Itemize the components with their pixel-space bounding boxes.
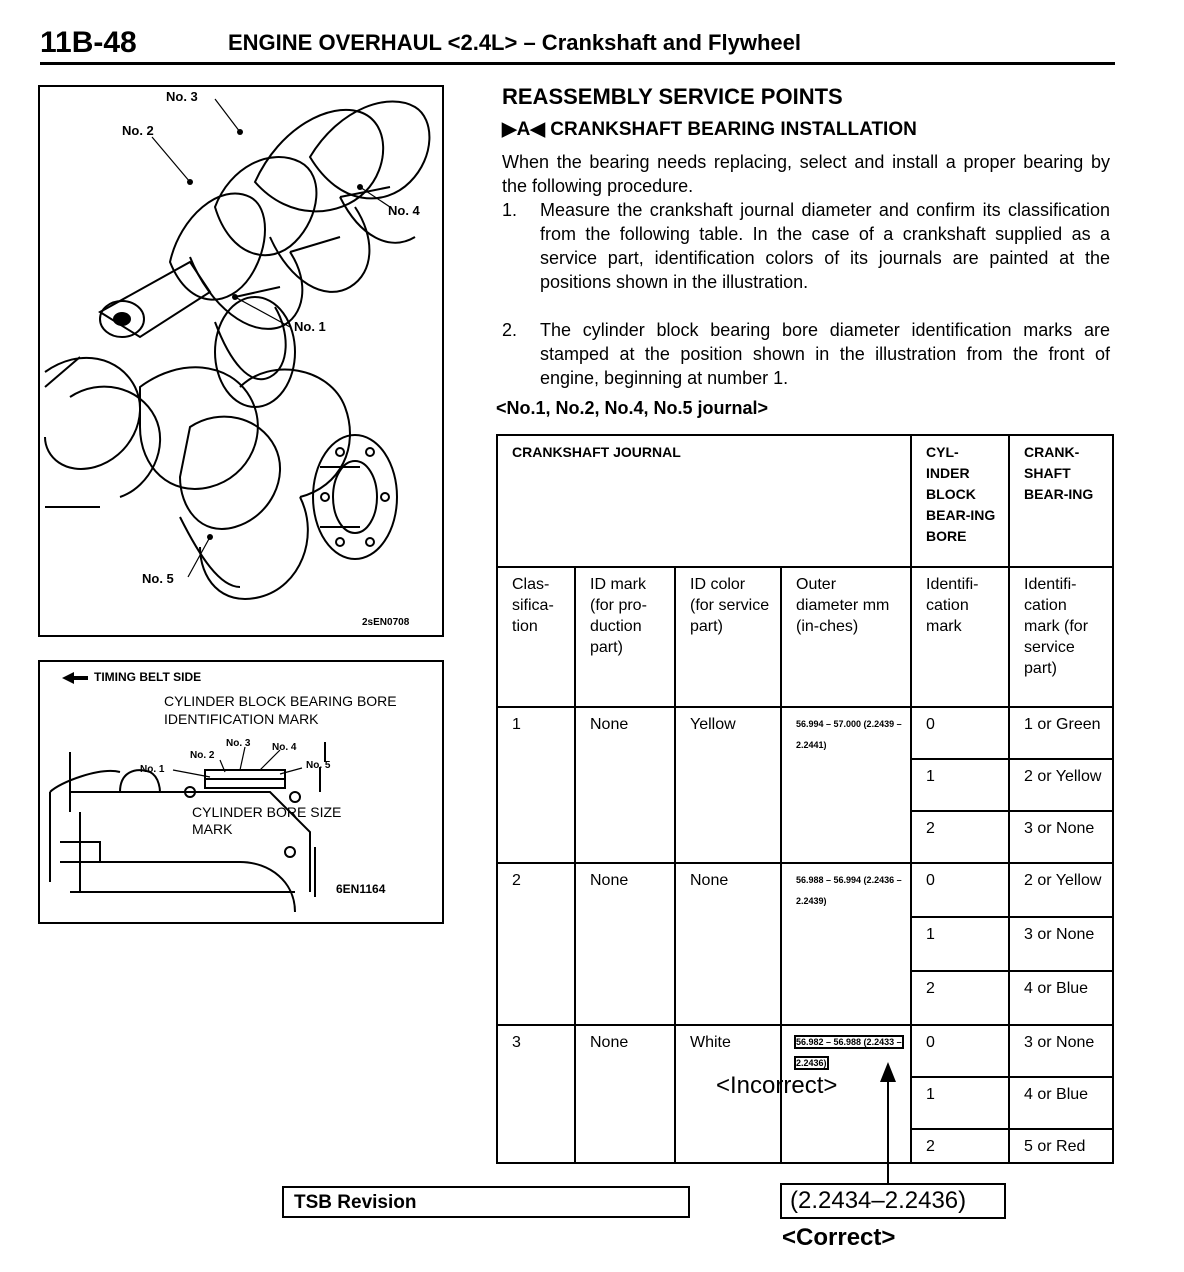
page-title: ENGINE OVERHAUL <2.4L> – Crankshaft and Flywheel xyxy=(228,30,801,55)
col-outer-diameter: Outer diameter mm (in-ches) xyxy=(781,567,911,707)
section-subtitle: ▶A◀ CRANKSHAFT BEARING INSTALLATION xyxy=(502,119,917,140)
cell-id-mark: None xyxy=(575,1025,675,1163)
cell-bore: 2 xyxy=(911,971,1009,1025)
col-bearing-identification: Identifi-cation mark (for service part) xyxy=(1009,567,1113,707)
fig2-label-no4: No. 4 xyxy=(272,742,297,753)
cell-bore: 0 xyxy=(911,707,1009,759)
col-bore-identification: Identifi-cation mark xyxy=(911,567,1009,707)
cell-id-color: None xyxy=(675,863,781,1025)
table-row xyxy=(497,1025,1113,1077)
incorrect-label: <Incorrect> xyxy=(716,1072,838,1099)
col-id-color: ID color (for service part) xyxy=(675,567,781,707)
bore-mark-illustration xyxy=(38,660,444,924)
fig2-label-no2: No. 2 xyxy=(190,750,215,761)
cell-bore: 0 xyxy=(911,1025,1009,1077)
cell-class: 3 xyxy=(497,1025,575,1163)
correction-arrow xyxy=(870,1060,910,1190)
cell-bearing: 5 or Red xyxy=(1009,1129,1113,1163)
correct-label: <Correct> xyxy=(782,1224,896,1251)
cell-bearing: 1 or Green xyxy=(1009,707,1113,759)
cell-class: 2 xyxy=(497,863,575,1025)
cell-bearing: 4 or Blue xyxy=(1009,971,1113,1025)
step-2-text: The cylinder block bearing bore diameter identification marks are stamped at the position shown in the illustration from the front of engine, beginning at number 1. xyxy=(540,320,1110,388)
col-classification: Clas-sifica-tion xyxy=(497,567,575,707)
bearing-selection-table xyxy=(496,434,1114,1164)
header-crankshaft-journal: CRANKSHAFT JOURNAL xyxy=(497,435,911,567)
header-rule xyxy=(40,62,1115,65)
crankshaft-illustration xyxy=(38,85,444,637)
page-number: 11B-48 xyxy=(40,26,137,59)
cell-id-mark: None xyxy=(575,863,675,1025)
label-no2: No. 2 xyxy=(122,123,154,138)
cell-bore: 1 xyxy=(911,759,1009,811)
table-row xyxy=(497,863,1113,917)
cell-bearing: 4 or Blue xyxy=(1009,1077,1113,1129)
cylinder-bore-size-label: CYLINDER BORE SIZE MARK xyxy=(192,804,342,837)
col-id-mark: ID mark (for pro-duction part) xyxy=(575,567,675,707)
label-no3: No. 3 xyxy=(166,89,198,104)
journal-heading: <No.1, No.2, No.4, No.5 journal> xyxy=(496,398,769,418)
cell-bearing: 3 or None xyxy=(1009,917,1113,971)
step-1-text: Measure the crankshaft journal diameter and confirm its classification from the following table. In the case of a crankshaft supplied as a service part, identification colors of its journals are painted at the positions shown in the illustration. xyxy=(540,200,1110,292)
label-no4: No. 4 xyxy=(388,203,420,218)
correct-value-box: (2.2434–2.2436) xyxy=(780,1183,1006,1219)
cell-diameter: 56.988 – 56.994 (2.2436 – 2.2439) xyxy=(781,863,911,1025)
cell-bore: 1 xyxy=(911,1077,1009,1129)
cell-class: 1 xyxy=(497,707,575,863)
cell-id-color: White xyxy=(675,1025,781,1163)
cell-id-color: Yellow xyxy=(675,707,781,863)
figure1-code: 2sEN0708 xyxy=(362,617,410,628)
step-2 xyxy=(502,318,1110,390)
fig2-label-no1: No. 1 xyxy=(140,764,165,775)
cell-bearing: 2 or Yellow xyxy=(1009,863,1113,917)
cell-bore: 1 xyxy=(911,917,1009,971)
cell-bearing: 2 or Yellow xyxy=(1009,759,1113,811)
label-no1: No. 1 xyxy=(294,319,326,334)
cell-bearing: 3 or None xyxy=(1009,811,1113,863)
step-1-number: 1. xyxy=(502,200,518,220)
bore-identification-callout: CYLINDER BLOCK BEARING BORE IDENTIFICATION MARK xyxy=(164,693,397,727)
header-crankshaft-bearing: CRANK-SHAFT BEAR-ING xyxy=(1009,435,1113,567)
fig2-label-no5: No. 5 xyxy=(306,760,331,771)
section-title: REASSEMBLY SERVICE POINTS xyxy=(502,84,843,109)
intro-paragraph: When the bearing needs replacing, select and install a proper bearing by the following procedure. xyxy=(502,152,1110,196)
incorrect-diameter-highlight: 56.982 – 56.988 (2.2433 – 2.2436) xyxy=(796,1037,902,1068)
cell-bearing: 3 or None xyxy=(1009,1025,1113,1077)
cell-diameter: 56.994 – 57.000 (2.2439 – 2.2441) xyxy=(781,707,911,863)
cell-bore: 2 xyxy=(911,811,1009,863)
header-cylinder-block-bore: CYL-INDER BLOCK BEAR-ING BORE xyxy=(911,435,1009,567)
figure2-code: 6EN1164 xyxy=(336,882,386,896)
step-1 xyxy=(502,198,1110,318)
cell-bore: 0 xyxy=(911,863,1009,917)
step-2-number: 2. xyxy=(502,320,518,340)
cell-bore: 2 xyxy=(911,1129,1009,1163)
crankshaft-drawing xyxy=(40,87,442,635)
tsb-revision-box: TSB Revision xyxy=(282,1186,690,1218)
timing-belt-side-label: TIMING BELT SIDE xyxy=(94,670,202,684)
label-no5: No. 5 xyxy=(142,571,174,586)
cell-id-mark: None xyxy=(575,707,675,863)
table-row xyxy=(497,707,1113,759)
fig2-label-no3: No. 3 xyxy=(226,738,251,749)
